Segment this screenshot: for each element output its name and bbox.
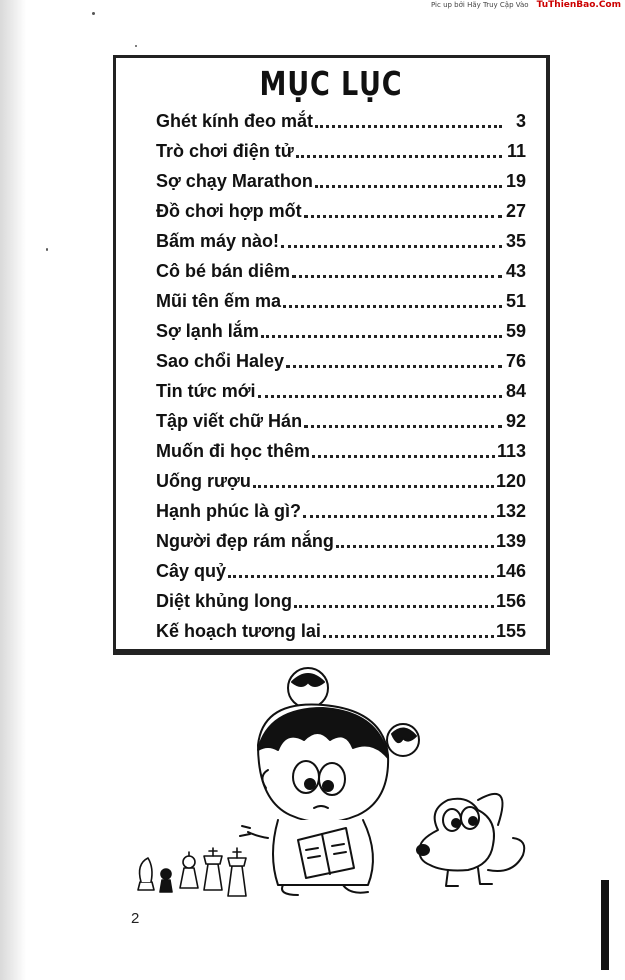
toc-entry-title: Bấm máy nào! — [156, 231, 280, 251]
toc-entry-title: Đồ chơi hợp mốt — [156, 201, 302, 221]
watermark-brand[interactable]: TuThienBao.Com — [536, 0, 621, 10]
leader-dots — [304, 215, 502, 218]
leader-dots — [258, 395, 502, 398]
toc-entry-page: 155 — [495, 621, 526, 641]
page-number: 2 — [131, 910, 140, 927]
toc-entry-title: Sao chổi Haley — [156, 351, 285, 371]
toc-entry[interactable] — [156, 376, 526, 406]
toc-entry[interactable] — [156, 286, 526, 316]
toc-entry[interactable] — [156, 136, 526, 166]
toc-entry-page: 43 — [505, 261, 526, 281]
leader-dots — [261, 335, 502, 338]
toc-entry-title: Người đẹp rám nắng — [156, 531, 334, 551]
girl-head-icon — [258, 705, 388, 823]
leader-dots — [296, 155, 502, 158]
toc-entry[interactable] — [156, 436, 526, 466]
toc-entry-title: Cô bé bán diêm — [156, 261, 291, 281]
toc-entry-page: 59 — [505, 321, 526, 341]
table-of-contents — [113, 55, 550, 655]
cartoon-illustration — [118, 660, 538, 900]
toc-entry-title: Diệt khủng long — [156, 591, 292, 611]
toc-entry[interactable] — [156, 586, 526, 616]
toc-entry-title: Cây quỷ — [156, 561, 227, 581]
toc-entry-page: 76 — [505, 351, 526, 371]
toc-list — [156, 106, 526, 646]
toc-entry[interactable] — [156, 556, 526, 586]
toc-entry-page: 11 — [506, 141, 526, 161]
toc-entry[interactable] — [156, 526, 526, 556]
toc-entry-title: Tin tức mới — [156, 381, 256, 401]
toc-entry-page: 92 — [505, 411, 526, 431]
toc-entry-title: Sợ lạnh lắm — [156, 321, 259, 341]
scan-speck — [92, 12, 95, 15]
girl-body-icon — [240, 820, 373, 895]
toc-entry[interactable] — [156, 166, 526, 196]
leader-dots — [336, 545, 494, 548]
watermark — [431, 0, 621, 10]
toc-entry-title: Tập viết chữ Hán — [156, 411, 303, 431]
page-gutter — [0, 0, 26, 980]
toc-entry[interactable] — [156, 466, 526, 496]
toc-entry-page: 51 — [505, 291, 526, 311]
leader-dots — [315, 125, 502, 128]
leader-dots — [281, 245, 502, 248]
toc-entry-title: Kế hoạch tương lai — [156, 621, 321, 641]
leader-dots — [253, 485, 494, 488]
toc-entry[interactable] — [156, 106, 526, 136]
toc-entry-title: Uống rượu — [156, 471, 251, 491]
toc-entry[interactable] — [156, 256, 526, 286]
toc-entry-page: 146 — [495, 561, 526, 581]
leader-dots — [294, 605, 494, 608]
page-edge-shadow — [601, 880, 609, 970]
chess-pieces-icon — [138, 848, 246, 896]
toc-entry-title: Mũi tên ếm ma — [156, 291, 282, 311]
toc-entry[interactable] — [156, 346, 526, 376]
toc-entry-title: Trò chơi điện tử — [156, 141, 294, 161]
toc-entry[interactable] — [156, 406, 526, 436]
scan-speck — [46, 248, 48, 251]
leader-dots — [304, 425, 502, 428]
toc-entry-title: Hạnh phúc là gì? — [156, 501, 302, 521]
leader-dots — [228, 575, 494, 578]
toc-entry[interactable] — [156, 616, 526, 646]
toc-entry-page: 3 — [515, 111, 526, 131]
toc-entry-page: 84 — [505, 381, 526, 401]
leader-dots — [315, 185, 502, 188]
leader-dots — [283, 305, 502, 308]
leader-dots — [286, 365, 502, 368]
toc-entry-page: 132 — [495, 501, 526, 521]
toc-entry-title: Sợ chạy Marathon — [156, 171, 313, 191]
toc-title: MỤC LỤC — [259, 64, 403, 103]
leader-dots — [303, 515, 494, 518]
toc-entry[interactable] — [156, 226, 526, 256]
toc-entry-page: 35 — [505, 231, 526, 251]
toc-entry-title: Muốn đi học thêm — [156, 441, 310, 461]
leader-dots — [323, 635, 494, 638]
toc-entry-page: 19 — [505, 171, 526, 191]
scan-speck — [135, 45, 137, 47]
toc-entry[interactable] — [156, 316, 526, 346]
toc-entry-page: 113 — [496, 441, 526, 461]
toc-entry-page: 139 — [495, 531, 526, 551]
toc-entry-title: Ghét kính đeo mắt — [156, 111, 314, 131]
toc-entry-page: 156 — [495, 591, 526, 611]
puppy-icon — [417, 794, 524, 886]
leader-dots — [292, 275, 502, 278]
toc-entry-page: 120 — [495, 471, 526, 491]
toc-entry-page: 27 — [505, 201, 526, 221]
toc-entry[interactable] — [156, 196, 526, 226]
leader-dots — [312, 455, 495, 458]
watermark-caption: Pic up bởi Hãy Truy Cập Vào — [430, 1, 529, 9]
toc-entry[interactable] — [156, 496, 526, 526]
